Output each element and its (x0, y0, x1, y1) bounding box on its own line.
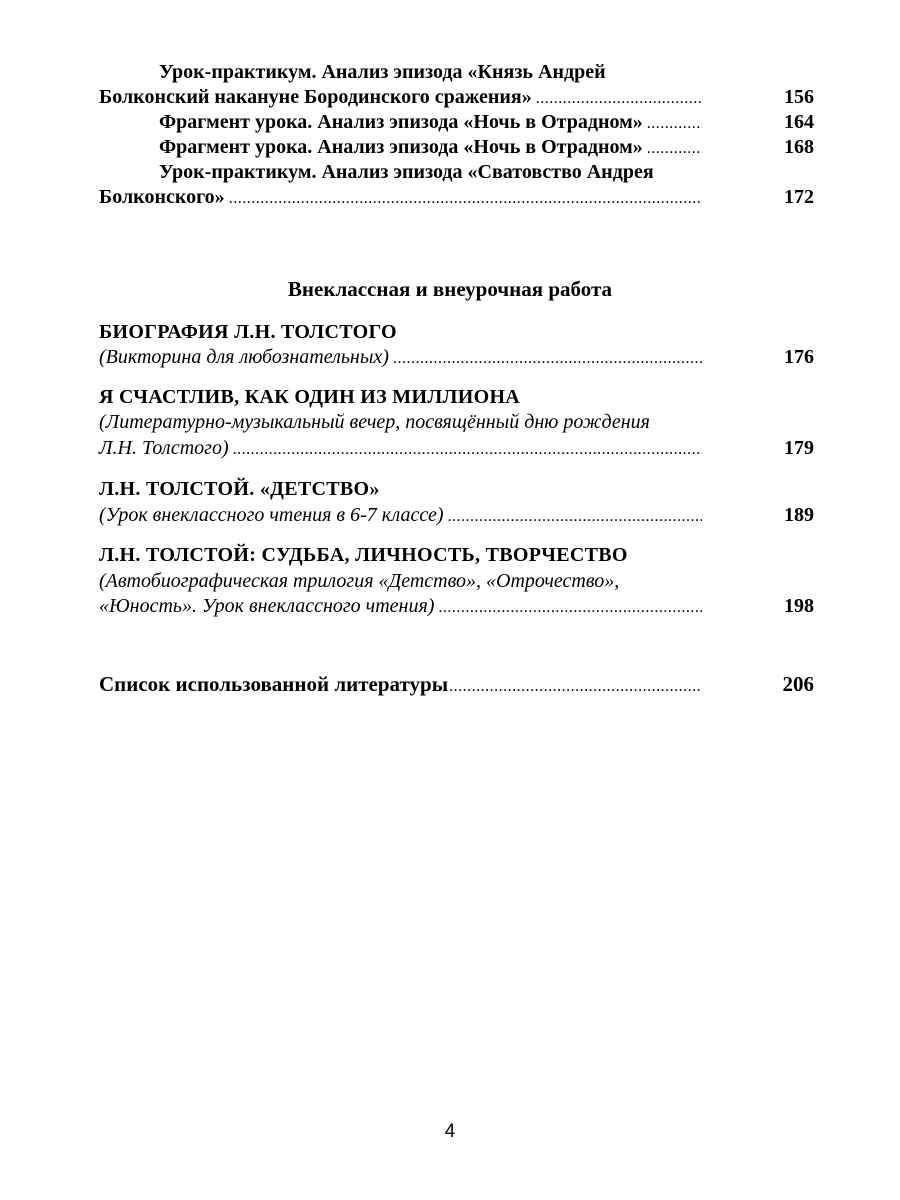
bibliography-label: Список использованной литературы (99, 672, 449, 696)
section-item-3-subtitle (99, 503, 814, 529)
section-item-subtitle: Л.Н. Толстого) (99, 437, 229, 459)
section-heading: Внеклассная и внеурочная работа (287, 277, 613, 301)
section-item-title: БИОГРАФИЯ Л.Н. ТОЛСТОГО (99, 321, 397, 343)
toc-entry-2 (99, 110, 814, 136)
dot-leader (647, 112, 702, 136)
dot-leader (647, 137, 702, 161)
dot-leader (393, 347, 702, 371)
toc-page-number: 189 (784, 504, 814, 526)
dot-leader (536, 87, 702, 111)
toc-entry-text: Урок-практикум. Анализ эпизода «Сватовство Андрея (159, 161, 654, 183)
toc-page-number: 206 (782, 672, 814, 696)
toc-page-number: 198 (784, 595, 814, 617)
toc-page-number: 164 (784, 111, 814, 133)
toc-page-number: 156 (784, 86, 814, 108)
section-item-subtitle: (Автобиографическая трилогия «Детство», «Отрочество», (99, 570, 620, 592)
dot-leader (233, 438, 702, 462)
toc-entry-1-line-2 (99, 85, 814, 111)
page-number: 4 (444, 1121, 456, 1142)
section-item-4-subtitle-line-2 (99, 594, 814, 620)
toc-page-number: 168 (784, 136, 814, 158)
section-item-title: Я СЧАСТЛИВ, КАК ОДИН ИЗ МИЛЛИОНА (99, 386, 521, 408)
toc-entry-text: Болконский накануне Бородинского сражения» (99, 86, 532, 108)
section-item-2-subtitle-line-1 (99, 410, 814, 434)
toc-page-number: 179 (784, 437, 814, 459)
section-item-4-title (99, 543, 814, 567)
section-item-title: Л.Н. ТОЛСТОЙ. «ДЕТСТВО» (99, 478, 380, 500)
section-item-title: Л.Н. ТОЛСТОЙ: СУДЬБА, ЛИЧНОСТЬ, ТВОРЧЕСТВО (99, 544, 628, 566)
section-item-1-title (99, 320, 814, 344)
toc-entry-4-line-2 (99, 185, 814, 211)
dot-leader (438, 596, 702, 620)
toc-entry-text: Урок-практикум. Анализ эпизода «Князь Андрей (159, 61, 606, 83)
toc-entry-text: Фрагмент урока. Анализ эпизода «Ночь в Отрадном» (159, 111, 643, 133)
toc-page-number: 176 (784, 346, 814, 368)
dot-leader (449, 675, 702, 699)
toc-entry-text: Фрагмент урока. Анализ эпизода «Ночь в Отрадном» (159, 136, 643, 158)
dot-leader (448, 505, 702, 529)
toc-entry-4-line-1 (99, 160, 814, 184)
section-item-4-subtitle-line-1 (99, 569, 814, 593)
section-item-3-title (99, 477, 814, 501)
section-item-2-title (99, 385, 814, 409)
section-item-subtitle: «Юность». Урок внеклассного чтения) (99, 595, 435, 617)
section-item-subtitle: (Викторина для любознательных) (99, 346, 389, 368)
toc-page-number: 172 (784, 186, 814, 208)
toc-entry-text: Болконского» (99, 186, 225, 208)
section-item-2-subtitle-line-2 (99, 436, 814, 462)
section-item-subtitle: (Литературно-музыкальный вечер, посвящённый дню рождения (99, 411, 650, 433)
toc-entry-3 (99, 135, 814, 161)
section-item-subtitle: (Урок внеклассного чтения в 6-7 классе) (99, 504, 444, 526)
dot-leader (229, 187, 702, 211)
toc-entry-1-line-1 (99, 60, 814, 84)
section-item-1-subtitle (99, 345, 814, 371)
bibliography-entry (99, 672, 814, 699)
